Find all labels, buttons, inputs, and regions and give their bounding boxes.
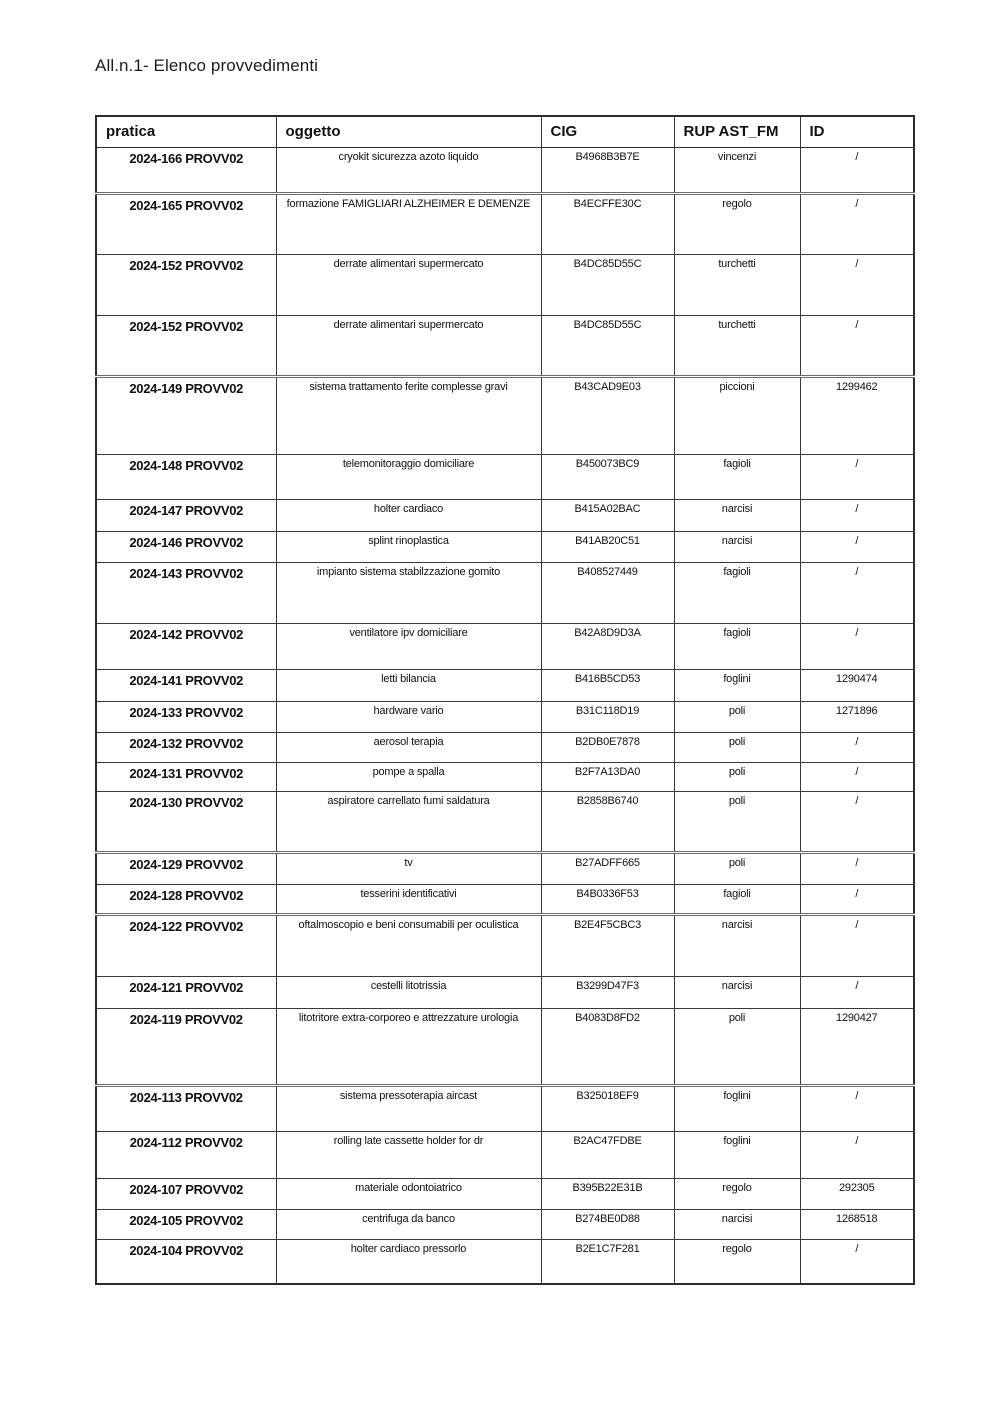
cell-id: / [800, 791, 914, 852]
cell-id: 1290427 [800, 1008, 914, 1085]
cell-id: / [800, 976, 914, 1008]
cell-cig: B43CAD9E03 [541, 376, 674, 454]
cell-id: / [800, 852, 914, 884]
cell-cig: B3299D47F3 [541, 976, 674, 1008]
cell-oggetto: rolling late cassette holder for dr [276, 1131, 541, 1178]
cell-cig: B2E4F5CBC3 [541, 914, 674, 976]
cell-cig: B2F7A13DA0 [541, 762, 674, 791]
cell-rup: narcisi [674, 1209, 800, 1239]
cell-id: 1271896 [800, 701, 914, 732]
table-row [96, 884, 914, 914]
cell-pratica: 2024-152 PROVV02 [96, 315, 276, 376]
cell-rup: regolo [674, 193, 800, 254]
cell-pratica: 2024-130 PROVV02 [96, 791, 276, 852]
cell-pratica: 2024-122 PROVV02 [96, 914, 276, 976]
table-row [96, 976, 914, 1008]
cell-cig: B450073BC9 [541, 454, 674, 499]
table-row [96, 1085, 914, 1131]
cell-pratica: 2024-119 PROVV02 [96, 1008, 276, 1085]
cell-oggetto: sistema pressoterapia aircast [276, 1085, 541, 1131]
cell-cig: B2AC47FDBE [541, 1131, 674, 1178]
cell-id: / [800, 732, 914, 762]
cell-oggetto: holter cardiaco [276, 499, 541, 531]
cell-cig: B4083D8FD2 [541, 1008, 674, 1085]
cell-pratica: 2024-132 PROVV02 [96, 732, 276, 762]
cell-oggetto: materiale odontoiatrico [276, 1178, 541, 1209]
cell-oggetto: holter cardiaco pressorlo [276, 1239, 541, 1284]
table-row [96, 1239, 914, 1284]
table-row [96, 623, 914, 669]
table-row [96, 762, 914, 791]
col-header-oggetto: oggetto [276, 116, 541, 147]
cell-rup: regolo [674, 1178, 800, 1209]
cell-id: / [800, 254, 914, 315]
table-row [96, 254, 914, 315]
cell-cig: B415A02BAC [541, 499, 674, 531]
cell-pratica: 2024-141 PROVV02 [96, 669, 276, 701]
cell-oggetto: cryokit sicurezza azoto liquido [276, 147, 541, 193]
cell-rup: foglini [674, 669, 800, 701]
cell-cig: B4ECFFE30C [541, 193, 674, 254]
cell-rup: foglini [674, 1085, 800, 1131]
table-row [96, 1131, 914, 1178]
cell-pratica: 2024-143 PROVV02 [96, 562, 276, 623]
cell-rup: fagioli [674, 623, 800, 669]
cell-pratica: 2024-165 PROVV02 [96, 193, 276, 254]
cell-rup: turchetti [674, 254, 800, 315]
cell-rup: poli [674, 732, 800, 762]
col-header-pratica: pratica [96, 116, 276, 147]
cell-rup: foglini [674, 1131, 800, 1178]
cell-pratica: 2024-128 PROVV02 [96, 884, 276, 914]
cell-oggetto: telemonitoraggio domiciliare [276, 454, 541, 499]
cell-oggetto: formazione FAMIGLIARI ALZHEIMER E DEMENZE [276, 193, 541, 254]
table-row [96, 376, 914, 454]
table-row [96, 531, 914, 562]
cell-oggetto: centrifuga da banco [276, 1209, 541, 1239]
cell-pratica: 2024-149 PROVV02 [96, 376, 276, 454]
cell-oggetto: derrate alimentari supermercato [276, 315, 541, 376]
cell-rup: poli [674, 1008, 800, 1085]
cell-cig: B4DC85D55C [541, 254, 674, 315]
cell-id: / [800, 315, 914, 376]
cell-oggetto: tv [276, 852, 541, 884]
col-header-rup-ast-fm: RUP AST_FM [674, 116, 800, 147]
cell-pratica: 2024-142 PROVV02 [96, 623, 276, 669]
cell-cig: B408527449 [541, 562, 674, 623]
cell-cig: B41AB20C51 [541, 531, 674, 562]
table-row [96, 669, 914, 701]
cell-rup: regolo [674, 1239, 800, 1284]
cell-id: / [800, 1085, 914, 1131]
cell-cig: B42A8D9D3A [541, 623, 674, 669]
cell-pratica: 2024-146 PROVV02 [96, 531, 276, 562]
table-row [96, 147, 914, 193]
cell-rup: poli [674, 762, 800, 791]
table-row [96, 193, 914, 254]
cell-rup: fagioli [674, 562, 800, 623]
table-row [96, 1008, 914, 1085]
cell-id: / [800, 147, 914, 193]
cell-rup: narcisi [674, 499, 800, 531]
table-row [96, 1209, 914, 1239]
cell-rup: poli [674, 852, 800, 884]
table-row [96, 315, 914, 376]
cell-pratica: 2024-152 PROVV02 [96, 254, 276, 315]
cell-cig: B325018EF9 [541, 1085, 674, 1131]
cell-oggetto: cestelli litotrissia [276, 976, 541, 1008]
cell-id: 1268518 [800, 1209, 914, 1239]
cell-oggetto: sistema trattamento ferite complesse gravi [276, 376, 541, 454]
cell-pratica: 2024-131 PROVV02 [96, 762, 276, 791]
cell-oggetto: derrate alimentari supermercato [276, 254, 541, 315]
cell-cig: B274BE0D88 [541, 1209, 674, 1239]
cell-rup: turchetti [674, 315, 800, 376]
cell-cig: B4DC85D55C [541, 315, 674, 376]
cell-rup: piccioni [674, 376, 800, 454]
cell-cig: B4968B3B7E [541, 147, 674, 193]
cell-id: 292305 [800, 1178, 914, 1209]
cell-oggetto: pompe a spalla [276, 762, 541, 791]
cell-pratica: 2024-107 PROVV02 [96, 1178, 276, 1209]
table-row [96, 1178, 914, 1209]
cell-id: / [800, 623, 914, 669]
cell-cig: B395B22E31B [541, 1178, 674, 1209]
cell-rup: narcisi [674, 914, 800, 976]
cell-rup: fagioli [674, 454, 800, 499]
cell-id: / [800, 531, 914, 562]
cell-oggetto: aspiratore carrellato fumi saldatura [276, 791, 541, 852]
cell-pratica: 2024-147 PROVV02 [96, 499, 276, 531]
cell-id: / [800, 762, 914, 791]
cell-oggetto: letti bilancia [276, 669, 541, 701]
cell-oggetto: splint rinoplastica [276, 531, 541, 562]
table-header-row [96, 116, 914, 147]
cell-id: / [800, 1239, 914, 1284]
table-row [96, 852, 914, 884]
table-row [96, 732, 914, 762]
cell-pratica: 2024-104 PROVV02 [96, 1239, 276, 1284]
cell-id: / [800, 914, 914, 976]
cell-oggetto: hardware vario [276, 701, 541, 732]
cell-cig: B4B0336F53 [541, 884, 674, 914]
cell-id: 1290474 [800, 669, 914, 701]
table-row [96, 562, 914, 623]
cell-rup: poli [674, 791, 800, 852]
table-body [96, 147, 914, 1284]
cell-cig: B2E1C7F281 [541, 1239, 674, 1284]
cell-oggetto: litotritore extra-corporeo e attrezzature urologia [276, 1008, 541, 1085]
cell-id: 1299462 [800, 376, 914, 454]
cell-pratica: 2024-105 PROVV02 [96, 1209, 276, 1239]
cell-pratica: 2024-148 PROVV02 [96, 454, 276, 499]
cell-cig: B2858B6740 [541, 791, 674, 852]
cell-id: / [800, 562, 914, 623]
table-row [96, 701, 914, 732]
cell-rup: vincenzi [674, 147, 800, 193]
cell-pratica: 2024-166 PROVV02 [96, 147, 276, 193]
cell-cig: B27ADFF665 [541, 852, 674, 884]
cell-pratica: 2024-121 PROVV02 [96, 976, 276, 1008]
provvedimenti-table [95, 115, 915, 1285]
cell-pratica: 2024-129 PROVV02 [96, 852, 276, 884]
cell-id: / [800, 884, 914, 914]
cell-id: / [800, 454, 914, 499]
cell-rup: fagioli [674, 884, 800, 914]
cell-id: / [800, 193, 914, 254]
cell-cig: B2DB0E7878 [541, 732, 674, 762]
cell-oggetto: tesserini identificativi [276, 884, 541, 914]
cell-oggetto: oftalmoscopio e beni consumabili per oculistica [276, 914, 541, 976]
col-header-id: ID [800, 116, 914, 147]
table-row [96, 914, 914, 976]
cell-rup: narcisi [674, 976, 800, 1008]
cell-cig: B416B5CD53 [541, 669, 674, 701]
table-row [96, 791, 914, 852]
table-row [96, 454, 914, 499]
cell-oggetto: aerosol terapia [276, 732, 541, 762]
cell-oggetto: impianto sistema stabilzzazione gomito [276, 562, 541, 623]
cell-cig: B31C118D19 [541, 701, 674, 732]
cell-rup: narcisi [674, 531, 800, 562]
cell-id: / [800, 1131, 914, 1178]
cell-pratica: 2024-112 PROVV02 [96, 1131, 276, 1178]
page-title: All.n.1- Elenco provvedimenti [95, 56, 319, 75]
cell-pratica: 2024-113 PROVV02 [96, 1085, 276, 1131]
table-row [96, 499, 914, 531]
cell-oggetto: ventilatore ipv domiciliare [276, 623, 541, 669]
col-header-cig: CIG [541, 116, 674, 147]
cell-pratica: 2024-133 PROVV02 [96, 701, 276, 732]
cell-id: / [800, 499, 914, 531]
cell-rup: poli [674, 701, 800, 732]
